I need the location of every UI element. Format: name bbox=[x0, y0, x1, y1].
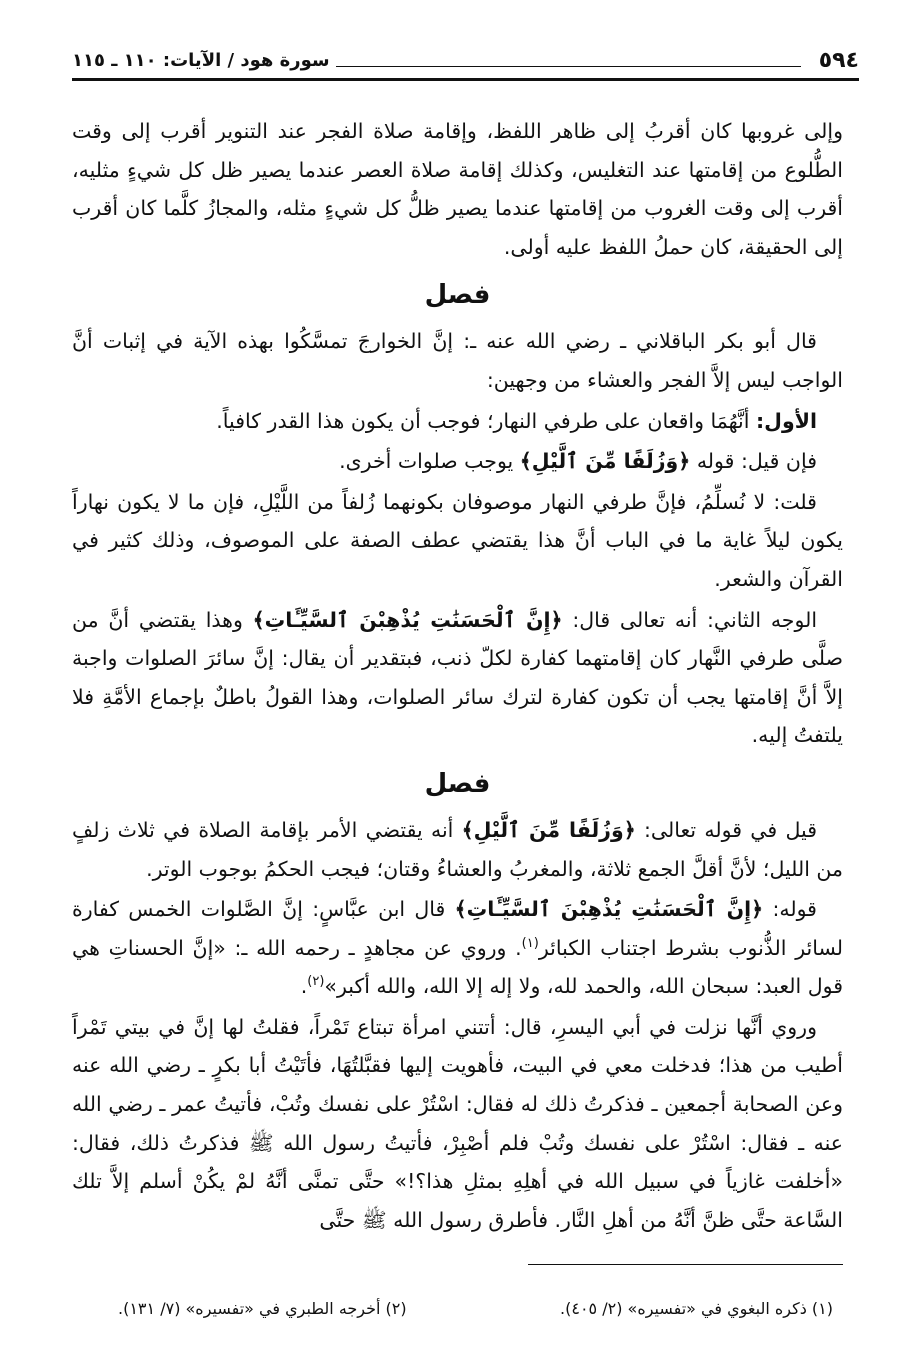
page-number: ٥٩٤ bbox=[818, 47, 859, 73]
quran-quote: ﴿إِنَّ ٱلْحَسَنَٰتِ يُذْهِبْنَ ٱلسَّيِّـَٔاتِ﴾ bbox=[252, 607, 563, 632]
paragraph-text: قيل في قوله تعالى: bbox=[635, 817, 817, 842]
paragraph: قال أبو بكر الباقلاني ـ رضي الله عنه ـ: إنَّ الخوارجَ تمسَّكُوا بهذه الآية في إثبات أنَّ الواجب ليس إلاَّ الفجر والعشاء من وجهين: bbox=[72, 329, 843, 392]
paragraph: وروي أنَّها نزلت في أبي اليسرِ، قال: أتتني امرأة تبتاع تَمْراً، فقلتُ لها إنَّ في بيتي تَمْراً أطيب من هذا؛ فدخلت معي في البيت، فأهويت إليها فقبَّلتُهَا، فأتَيْتُ أبا بكرٍ ـ رضي الله عنه وعن الصحابة أجمعين ـ فذكرتُ ذلك له فقال: اسْتُرْ على نفسك وتُبْ، فأتيتُ عمر ـ رضي الله عنه ـ فقال: اسْتُرْ على نفسك وتُبْ فلم أصْبِرْ، فأتيتُ رسول الله ﷺ فذكرتُ ذلك، فقال: «أخلفت غازياً في سبيل الله في أهلِهِ بمثلِ هذا؟!» حتَّى تمنَّى أنَّهُ لمْ يكُنْ أسلم إلاَّ تلك السَّاعة حتَّى ظنَّ أنَّهُ من أهلِ النَّار. فأطرق رسول الله ﷺ حتَّى bbox=[72, 1014, 843, 1232]
paragraph-text: يوجب صلوات أخرى. bbox=[339, 449, 520, 474]
running-header bbox=[72, 42, 859, 81]
footnote-ref[interactable]: (٢) bbox=[307, 974, 325, 990]
paragraph-text: قال ابن عبَّاسٍ: إنَّ الصَّلوات الخمس كفارة لسائر الذُّنوب بشرط اجتناب الكبائر bbox=[72, 897, 844, 960]
footnote-ref[interactable]: (١) bbox=[521, 935, 539, 951]
section-heading: فصل bbox=[424, 768, 491, 799]
paragraph-text: أنه يقتضي الأمر بإقامة الصلاة في ثلاث زلفٍ من الليل؛ لأنَّ أقلَّ الجمع ثلاثة، والمغربُ والعشاءُ وقتان؛ فيجب الحكمُ بوجوب الوتر. bbox=[72, 817, 843, 881]
section-heading: فصل bbox=[424, 280, 491, 311]
paragraph-text: أنَّهُمَا واقعان على طرفي النهار؛ فوجب أن يكون هذا القدر كافياً. bbox=[216, 408, 756, 433]
quran-quote: ﴿إِنَّ ٱلْحَسَنَٰتِ يُذْهِبْنَ ٱلسَّيِّـَٔاتِ﴾ bbox=[454, 897, 764, 922]
lead-label: الأول: bbox=[755, 408, 817, 433]
paragraph-text: فإن قيل: قوله bbox=[690, 449, 817, 474]
paragraph-text: . وروي عن مجاهدٍ ـ رحمه الله ـ: «إنَّ الحسناتِ هي قول العبد: سبحان الله، والحمد لله، ولا إله إلا الله، والله أكبر» bbox=[72, 935, 843, 999]
paragraph: قلت: لا نُسلِّمُ، فإنَّ طرفي النهار موصوفان بكونهما زُلفاً من اللَّيْلِ، فإن ما لا يكون نهاراً يكون ليلاً غاية ما في الباب أنَّ هذا يقتضي عطف الصفة على الموصوف، وذلك كثير في القرآن والشعر. bbox=[72, 489, 843, 591]
paragraph-text: الوجه الثاني: أنه تعالى قال: bbox=[562, 607, 818, 632]
paragraph bbox=[72, 442, 843, 481]
quran-quote: ﴿وَزُلَفًا مِّنَ ٱلَّيْلِ﴾ bbox=[461, 817, 636, 842]
paragraph bbox=[72, 890, 843, 1006]
footnote-divider bbox=[528, 1264, 843, 1265]
paragraph bbox=[72, 601, 843, 755]
paragraph-text: وهذا يقتضي أنَّ من صلَّى طرفي النَّهار كان إقامتهما كفارة لكلّ ذنب، فبتقدير أن يقال: إنَّ سائرَ الصلوات واجبة إلاَّ أنَّ إقامتها يجب أن تكون كفارة لترك سائر الصلوات، وهذا القولُ باطلٌ بإجماع الأمَّةِ فلا يلتفتُ إليه. bbox=[72, 607, 843, 748]
main-text bbox=[72, 112, 843, 1239]
footnotes bbox=[118, 1297, 833, 1321]
header-title: سورة هود / الآيات: ١١٠ ـ ١١٥ bbox=[72, 49, 330, 71]
paragraph-text: . bbox=[300, 974, 308, 999]
paragraph-text: قوله: bbox=[763, 897, 817, 922]
header-line bbox=[336, 54, 801, 67]
paragraph: وإلى غروبها كان أقربُ إلى ظاهر اللفظ، وإقامة صلاة الفجر عند التنوير أقرب إلى وقت الطُّلوع من إقامتها عند التغليس، وكذلك إقامة صلاة العصر عندما يصير ظل كل شيءٍ مثليه، أقرب إلى وقت الغروب من إقامتها عندما يصير ظلُّ كل شيءٍ مثله، والمجازُ كلَّما كان أقرب إلى الحقيقة، كان حملُ اللفظ عليه أولى. bbox=[72, 119, 843, 259]
footnote-2: (٢) أخرجه الطبري في «تفسيره» (٧/ ١٣١). bbox=[118, 1299, 407, 1318]
paragraph bbox=[72, 402, 843, 441]
footnote-1: (١) ذكره البغوي في «تفسيره» (٢/ ٤٠٥). bbox=[560, 1299, 833, 1318]
quran-quote: ﴿وَزُلَفًا مِّنَ ٱلَّيْلِ﴾ bbox=[519, 449, 691, 474]
paragraph bbox=[72, 811, 843, 888]
